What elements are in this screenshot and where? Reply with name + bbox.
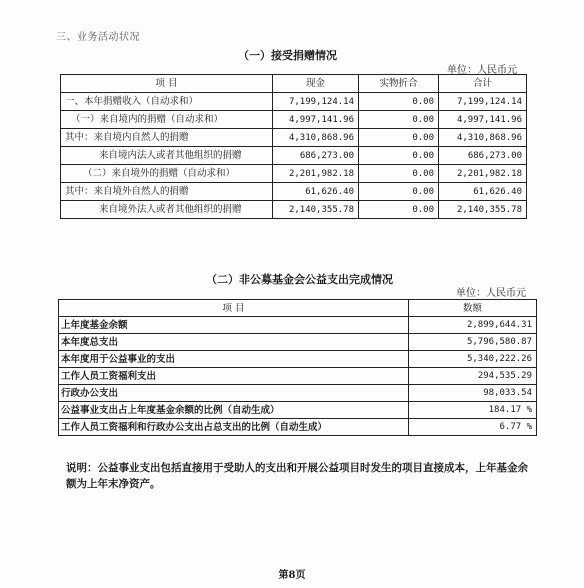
table-row xyxy=(61,129,527,147)
table-row xyxy=(61,165,527,183)
row-in-kind: 0.00 xyxy=(359,147,439,165)
donations-table xyxy=(60,74,527,219)
row-total: 61,626.40 xyxy=(439,183,527,201)
row-item: 本年度总支出 xyxy=(59,334,409,351)
column-header-total: 合计 xyxy=(439,75,527,93)
column-header-in-kind: 实物折合 xyxy=(359,75,439,93)
row-item: 来自境内法人或者其他组织的捐赠 xyxy=(61,147,273,165)
table-header-row xyxy=(59,300,537,317)
row-total: 686,273.00 xyxy=(439,147,527,165)
row-total: 4,997,141.96 xyxy=(439,111,527,129)
column-header-item: 项 目 xyxy=(59,300,409,317)
row-in-kind: 0.00 xyxy=(359,165,439,183)
table-row xyxy=(59,351,537,368)
row-item: 工作人员工资福利和行政办公支出占总支出的比例（自动生成） xyxy=(59,419,409,436)
row-item: （一）来自境内的捐赠（自动求和） xyxy=(61,111,273,129)
row-amount: 5,340,222.26 xyxy=(409,351,537,368)
expenditure-table xyxy=(58,299,537,436)
row-total: 4,310,868.96 xyxy=(439,129,527,147)
row-item: 其中：来自境内自然人的捐赠 xyxy=(61,129,273,147)
row-in-kind: 0.00 xyxy=(359,111,439,129)
row-amount: 184.17 % xyxy=(409,402,537,419)
table-row xyxy=(61,183,527,201)
table-row xyxy=(59,402,537,419)
row-item: 来自境外法人或者其他组织的捐赠 xyxy=(61,201,273,219)
row-total: 2,140,355.78 xyxy=(439,201,527,219)
column-header-cash: 现金 xyxy=(273,75,359,93)
row-cash: 7,199,124.14 xyxy=(273,93,359,111)
row-in-kind: 0.00 xyxy=(359,93,439,111)
row-item: 本年度用于公益事业的支出 xyxy=(59,351,409,368)
row-amount: 5,796,580.87 xyxy=(409,334,537,351)
table-row xyxy=(59,368,537,385)
table2-caption: （二）非公募基金会公益支出完成情况 xyxy=(206,273,393,286)
explanatory-note: 说明：公益事业支出包括直接用于受助人的支出和开展公益项目时发生的项目直接成本，上年基金余额为上年末净资产。 xyxy=(66,462,528,490)
row-total: 7,199,124.14 xyxy=(439,93,527,111)
row-cash: 61,626.40 xyxy=(273,183,359,201)
row-amount: 294,535.29 xyxy=(409,368,537,385)
table-row xyxy=(59,385,537,402)
row-item: 行政办公支出 xyxy=(59,385,409,402)
row-item: （二）来自境外的捐赠（自动求和） xyxy=(61,165,273,183)
row-item: 工作人员工资福利支出 xyxy=(59,368,409,385)
row-item: 上年度基金余额 xyxy=(59,317,409,334)
page-number: 第8页 xyxy=(278,570,306,581)
row-cash: 2,140,355.78 xyxy=(273,201,359,219)
table-row xyxy=(61,111,527,129)
row-amount: 2,899,644.31 xyxy=(409,317,537,334)
column-header-item: 项 目 xyxy=(61,75,273,93)
row-in-kind: 0.00 xyxy=(359,129,439,147)
row-cash: 4,997,141.96 xyxy=(273,111,359,129)
row-amount: 98,033.54 xyxy=(409,385,537,402)
table-row xyxy=(59,419,537,436)
table1-unit: 单位：人民币元 xyxy=(447,65,517,76)
row-in-kind: 0.00 xyxy=(359,183,439,201)
table-row xyxy=(59,334,537,351)
table2-unit: 单位：人民币元 xyxy=(456,288,526,299)
row-cash: 4,310,868.96 xyxy=(273,129,359,147)
row-item: 其中：来自境外自然人的捐赠 xyxy=(61,183,273,201)
table-header-row xyxy=(61,75,527,93)
row-amount: 6.77 % xyxy=(409,419,537,436)
row-item: 一、本年捐赠收入（自动求和） xyxy=(61,93,273,111)
table-row xyxy=(61,147,527,165)
table-row xyxy=(59,317,537,334)
row-total: 2,201,982.18 xyxy=(439,165,527,183)
table-row xyxy=(61,93,527,111)
table1-caption: （一）接受捐赠情况 xyxy=(238,49,337,62)
column-header-amount: 数额 xyxy=(409,300,537,317)
section-heading: 三、业务活动状况 xyxy=(56,32,140,43)
row-cash: 686,273.00 xyxy=(273,147,359,165)
row-item: 公益事业支出占上年度基金余额的比例（自动生成） xyxy=(59,402,409,419)
row-cash: 2,201,982.18 xyxy=(273,165,359,183)
table-row xyxy=(61,201,527,219)
row-in-kind: 0.00 xyxy=(359,201,439,219)
